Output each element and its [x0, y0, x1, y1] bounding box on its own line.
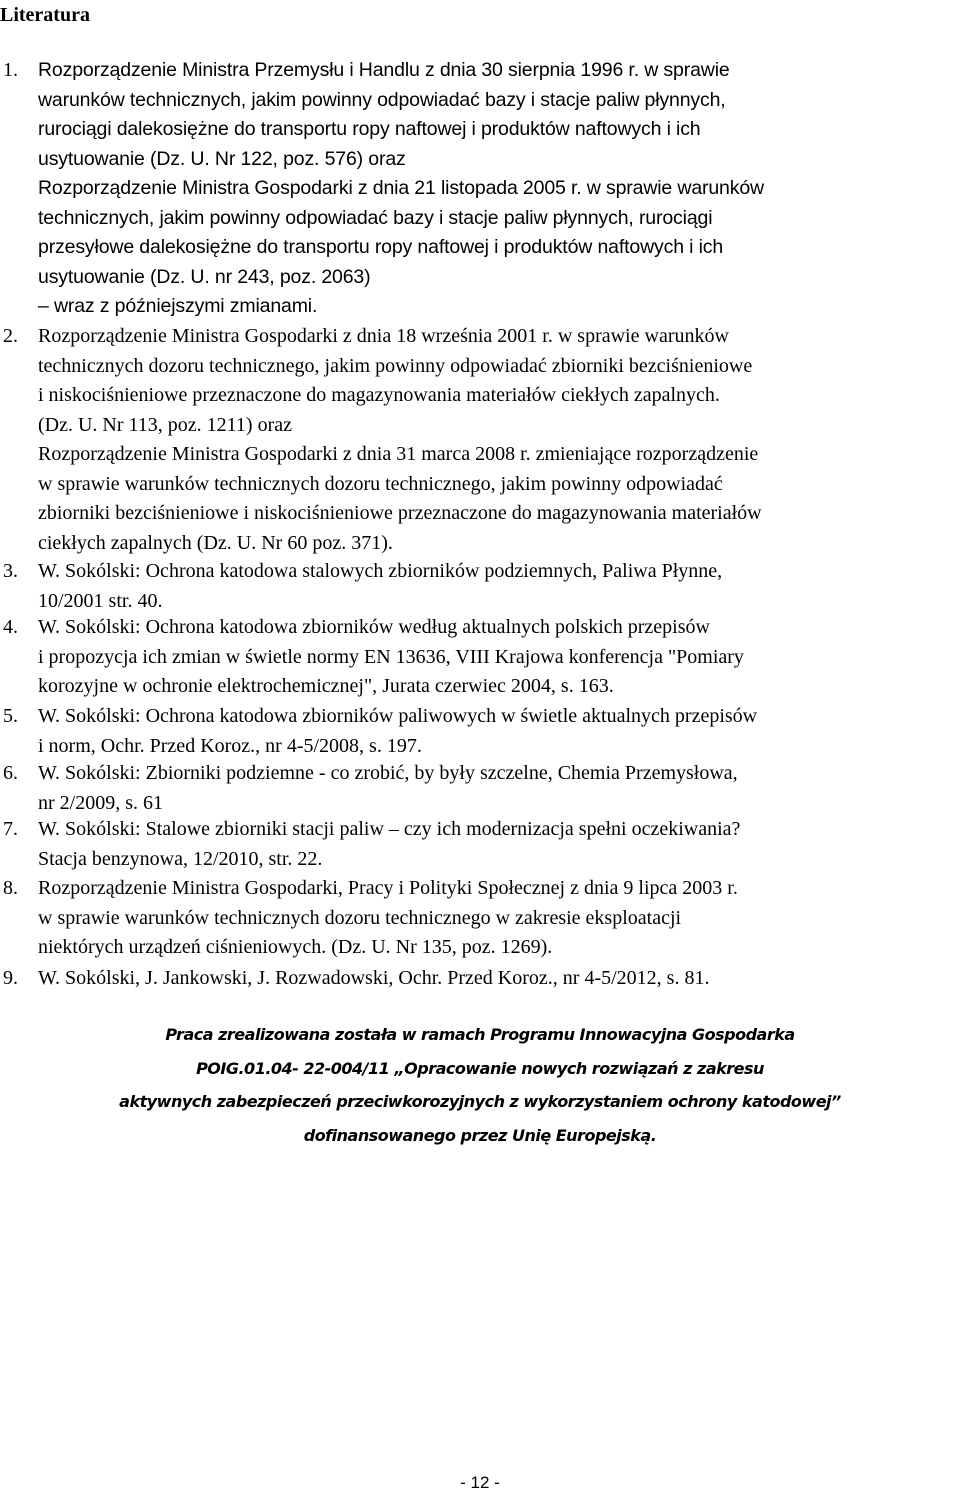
reference-line: 10/2001 str. 40. — [38, 589, 163, 612]
reference-number: 7. — [3, 818, 18, 840]
reference-line: (Dz. U. Nr 113, poz. 1211) oraz — [38, 413, 292, 436]
funding-line: aktywnych zabezpieczeń przeciwkorozyjnych z wykorzystaniem ochrony katodowej” — [119, 1092, 841, 1111]
reference-line: Rozporządzenie Ministra Gospodarki z dnia 31 marca 2008 r. zmieniające rozporządzenie — [38, 443, 759, 465]
reference-line: W. Sokólski: Stalowe zbiorniki stacji paliw – czy ich modernizacja spełni oczekiwania? — [38, 818, 741, 840]
reference-number: 1. — [3, 59, 18, 81]
reference-line: Stacja benzynowa, 12/2010, str. 22. — [38, 847, 323, 870]
reference-number: 8. — [3, 877, 18, 899]
reference-text — [38, 874, 960, 963]
reference-number: 2. — [3, 325, 18, 347]
reference-text — [38, 322, 960, 558]
reference-text — [38, 759, 960, 818]
reference-text — [38, 815, 960, 874]
reference-text — [38, 964, 960, 994]
reference-line: W. Sokólski, J. Jankowski, J. Rozwadowski, Ochr. Przed Koroz., nr 4-5/2012, s. 81. — [38, 967, 710, 989]
reference-number: 9. — [3, 967, 18, 989]
page-number: - 12 - — [460, 1473, 500, 1492]
reference-line: korozyjne w ochronie elektrochemicznej", Jurata czerwiec 2004, s. 163. — [38, 675, 614, 697]
reference-line: usytuowanie (Dz. U. nr 243, poz. 2063) — [38, 265, 371, 288]
reference-line: przesyłowe dalekosiężne do transportu ropy naftowej i produktów naftowych i ich — [38, 236, 724, 258]
reference-line: rurociągi dalekosiężne do transportu ropy naftowej i produktów naftowych i ich — [38, 118, 701, 140]
reference-line: W. Sokólski: Ochrona katodowa zbiorników paliwowych w świetle aktualnych przepisów — [38, 705, 758, 727]
reference-line: i norm, Ochr. Przed Koroz., nr 4-5/2008, s. 197. — [38, 734, 422, 757]
reference-line: W. Sokólski: Ochrona katodowa stalowych zbiorników podziemnych, Paliwa Płynne, — [38, 560, 723, 582]
reference-line: W. Sokólski: Ochrona katodowa zbiorników według aktualnych polskich przepisów — [38, 616, 710, 638]
reference-number: 6. — [3, 762, 18, 784]
reference-line: usytuowanie (Dz. U. Nr 122, poz. 576) oraz — [38, 147, 406, 170]
reference-line: ciekłych zapalnych (Dz. U. Nr 60 poz. 371). — [38, 531, 393, 554]
reference-line: warunków technicznych, jakim powinny odpowiadać bazy i stacje paliw płynnych, — [38, 88, 726, 111]
reference-text — [38, 56, 960, 322]
reference-number: 4. — [3, 616, 18, 638]
reference-number: 3. — [3, 560, 18, 582]
reference-line: w sprawie warunków technicznych dozoru technicznego, jakim powinny odpowiadać — [38, 472, 723, 495]
reference-text — [38, 557, 960, 616]
funding-note — [0, 1018, 960, 1152]
reference-line: technicznych, jakim powinny odpowiadać bazy i stacje paliw płynnych, rurociągi — [38, 206, 713, 229]
reference-line: i propozycja ich zmian w świetle normy EN 13636, VIII Krajowa konferencja "Pomiary — [38, 645, 744, 668]
reference-text — [38, 702, 960, 761]
reference-line: Rozporządzenie Ministra Gospodarki z dnia 21 listopada 2005 r. w sprawie warunków — [38, 177, 764, 199]
reference-line: Rozporządzenie Ministra Gospodarki, Pracy i Polityki Społecznej z dnia 9 lipca 2003 r. — [38, 877, 738, 899]
reference-line: – wraz z późniejszymi zmianami. — [38, 295, 318, 317]
reference-text — [38, 613, 960, 702]
reference-line: Rozporządzenie Ministra Gospodarki z dnia 18 września 2001 r. w sprawie warunków — [38, 325, 729, 347]
reference-line: nr 2/2009, s. 61 — [38, 791, 163, 814]
funding-line: Praca zrealizowana została w ramach Programu Innowacyjna Gospodarka — [165, 1025, 795, 1044]
reference-line: zbiorniki bezciśnieniowe i niskociśnieniowe przeznaczone do magazynowania materiałów — [38, 502, 762, 524]
reference-line: Rozporządzenie Ministra Przemysłu i Handlu z dnia 30 sierpnia 1996 r. w sprawie — [38, 59, 730, 81]
reference-line: technicznych dozoru technicznego, jakim powinny odpowiadać zbiorniki bezciśnieniowe — [38, 354, 753, 377]
funding-line: POIG.01.04- 22-004/11 „Opracowanie nowych rozwiązań z zakresu — [196, 1058, 764, 1078]
reference-line: w sprawie warunków technicznych dozoru technicznego w zakresie eksploatacji — [38, 906, 682, 929]
funding-line: dofinansowanego przez Unię Europejską. — [303, 1125, 657, 1145]
reference-line: W. Sokólski: Zbiorniki podziemne - co zrobić, by były szczelne, Chemia Przemysłowa, — [38, 762, 738, 784]
reference-line: niektórych urządzeń ciśnieniowych. (Dz. U. Nr 135, poz. 1269). — [38, 936, 553, 958]
reference-line: i niskociśnieniowe przeznaczone do magazynowania materiałów ciekłych zapalnych. — [38, 384, 720, 406]
reference-number: 5. — [3, 705, 18, 727]
section-heading: Literatura — [0, 4, 90, 26]
